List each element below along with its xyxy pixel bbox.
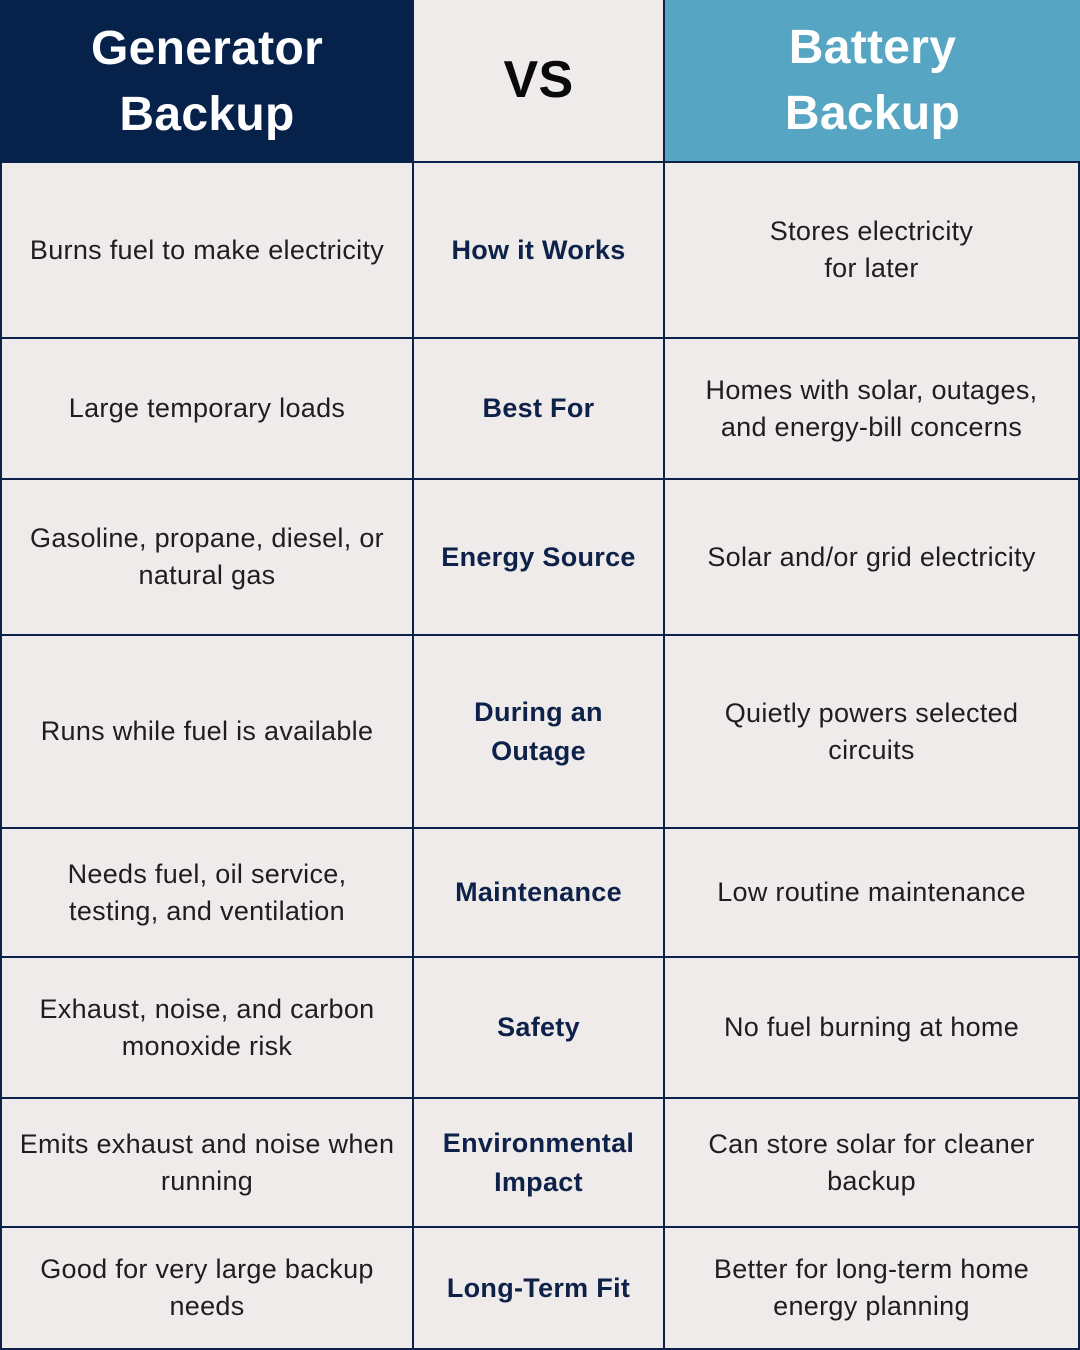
battery-how-it-works: Stores electricity for later [665,163,1080,339]
generator-best-for: Large temporary loads [0,339,414,480]
category-during-outage: During an Outage [414,636,665,829]
generator-backup-heading: Generator Backup [0,0,414,163]
generator-during-outage: Runs while fuel is available [0,636,414,829]
category-maintenance: Maintenance [414,829,665,958]
battery-best-for: Homes with solar, outages, and energy-bill concerns [665,339,1080,480]
category-environmental-impact: Environmental Impact [414,1099,665,1228]
category-best-for: Best For [414,339,665,480]
battery-during-outage: Quietly powers selected circuits [665,636,1080,829]
battery-environmental-impact: Can store solar for cleaner backup [665,1099,1080,1228]
generator-how-it-works: Burns fuel to make electricity [0,163,414,339]
category-energy-source: Energy Source [414,480,665,636]
category-how-it-works: How it Works [414,163,665,339]
generator-energy-source: Gasoline, propane, diesel, or natural gas [0,480,414,636]
battery-safety: No fuel burning at home [665,958,1080,1099]
battery-long-term-fit: Better for long-term home energy planning [665,1228,1080,1350]
versus-heading: VS [414,0,665,163]
generator-environmental-impact: Emits exhaust and noise when running [0,1099,414,1228]
category-safety: Safety [414,958,665,1099]
battery-backup-heading: Battery Backup [665,0,1080,163]
generator-safety: Exhaust, noise, and carbon monoxide risk [0,958,414,1099]
battery-maintenance: Low routine maintenance [665,829,1080,958]
generator-long-term-fit: Good for very large backup needs [0,1228,414,1350]
category-long-term-fit: Long-Term Fit [414,1228,665,1350]
battery-energy-source: Solar and/or grid electricity [665,480,1080,636]
generator-maintenance: Needs fuel, oil service, testing, and ventilation [0,829,414,958]
